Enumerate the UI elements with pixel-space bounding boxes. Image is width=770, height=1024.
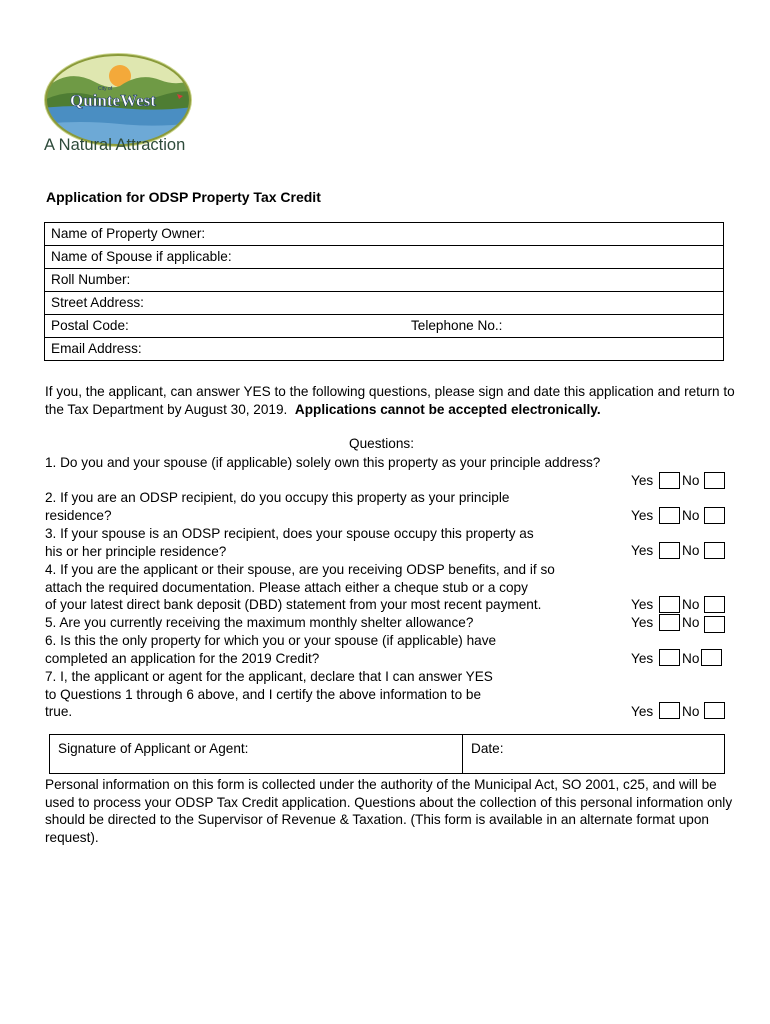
postal-code-label: Postal Code:: [51, 318, 129, 333]
instructions-text: If you, the applicant, can answer YES to the following questions, please sign and date this application and return to the Tax Department by August 30, 2019.: [45, 384, 735, 417]
question-1: 1. Do you and your spouse (if applicable) solely own this property as your principle address?: [45, 455, 601, 470]
logo-city-of: City of: [98, 86, 113, 92]
q2-no-label: No: [682, 508, 700, 523]
question-3: 3. If your spouse is an ODSP recipient, does your spouse occupy this property as his or her principle residence?: [45, 526, 534, 559]
q7-yes-checkbox[interactable]: [659, 702, 680, 719]
roll-number-field[interactable]: Roll Number:: [45, 269, 724, 292]
question-5: 5. Are you currently receiving the maximum monthly shelter allowance?: [45, 615, 474, 630]
q5-yes-label: Yes: [631, 615, 654, 630]
owner-field[interactable]: Name of Property Owner:: [45, 223, 724, 246]
applicant-info-table: [44, 222, 724, 361]
q7-no-label: No: [682, 704, 700, 719]
q2-yes-checkbox[interactable]: [659, 507, 680, 524]
q5-no-checkbox[interactable]: [704, 616, 725, 633]
q6-no-checkbox[interactable]: [701, 649, 722, 666]
signature-table: [49, 734, 725, 774]
email-field[interactable]: Email Address:: [45, 338, 724, 361]
q4-no-checkbox[interactable]: [704, 596, 725, 613]
spouse-field[interactable]: Name of Spouse if applicable:: [45, 246, 724, 269]
q6-yes-checkbox[interactable]: [659, 649, 680, 666]
postal-telephone-row[interactable]: [45, 315, 724, 338]
tagline: A Natural Attraction: [44, 136, 186, 154]
form-title: Application for ODSP Property Tax Credit: [46, 189, 321, 205]
question-6: 6. Is this the only property for which you or your spouse (if applicable) have completed an application for the 2019 Credit?: [45, 633, 497, 666]
logo-west: West: [120, 91, 156, 110]
q3-yes-checkbox[interactable]: [659, 542, 680, 559]
q7-yes-label: Yes: [631, 704, 654, 719]
street-address-field[interactable]: Street Address:: [45, 292, 724, 315]
svg-text:QuinteWest: [70, 91, 156, 110]
instructions-bold: Applications cannot be accepted electronically.: [294, 401, 601, 417]
q4-yes-checkbox[interactable]: [659, 596, 680, 613]
q1-yes-label: Yes: [631, 473, 654, 488]
q1-yes-checkbox[interactable]: [659, 472, 680, 489]
q5-yes-checkbox[interactable]: [659, 614, 680, 631]
q4-no-label: No: [682, 597, 700, 612]
signature-field[interactable]: Signature of Applicant or Agent:: [50, 735, 463, 774]
instructions: [45, 383, 735, 418]
q3-yes-label: Yes: [631, 543, 654, 558]
date-field[interactable]: Date:: [463, 735, 725, 774]
question-2: 2. If you are an ODSP recipient, do you occupy this property as your principle residence?: [45, 490, 510, 523]
q7-no-checkbox[interactable]: [704, 702, 725, 719]
question-7: 7. I, the applicant or agent for the applicant, declare that I can answer YES to Questions 1 through 6 above, and I certify the above information to be true.: [45, 669, 493, 720]
q1-no-checkbox[interactable]: [704, 472, 725, 489]
q2-yes-label: Yes: [631, 508, 654, 523]
q2-no-checkbox[interactable]: [704, 507, 725, 524]
questions-heading: Questions:: [349, 436, 414, 451]
q1-no-label: No: [682, 473, 700, 488]
q3-no-label: No: [682, 543, 700, 558]
q5-no-label: No: [682, 615, 700, 630]
logo-quinte: Quinte: [70, 91, 121, 110]
q6-no-label: No: [682, 651, 700, 666]
privacy-notice: Personal information on this form is collected under the authority of the Municipal Act, SO 2001, c25, and will be used to process your ODSP Tax Credit application. Questions about the collection of this personal information only should be directed to the Supervisor of Revenue & Taxation. (This form is available in an alternate format upon request).: [45, 777, 733, 845]
q3-no-checkbox[interactable]: [704, 542, 725, 559]
question-4: 4. If you are the applicant or their spouse, are you receiving ODSP benefits, and if so attach the required documentation. Please attach either a cheque stub or a copy of your latest direct bank deposit (DBD) statement from your most recent payment.: [45, 562, 555, 613]
q6-yes-label: Yes: [631, 651, 654, 666]
q4-yes-label: Yes: [631, 597, 654, 612]
telephone-label: Telephone No.:: [411, 318, 503, 333]
